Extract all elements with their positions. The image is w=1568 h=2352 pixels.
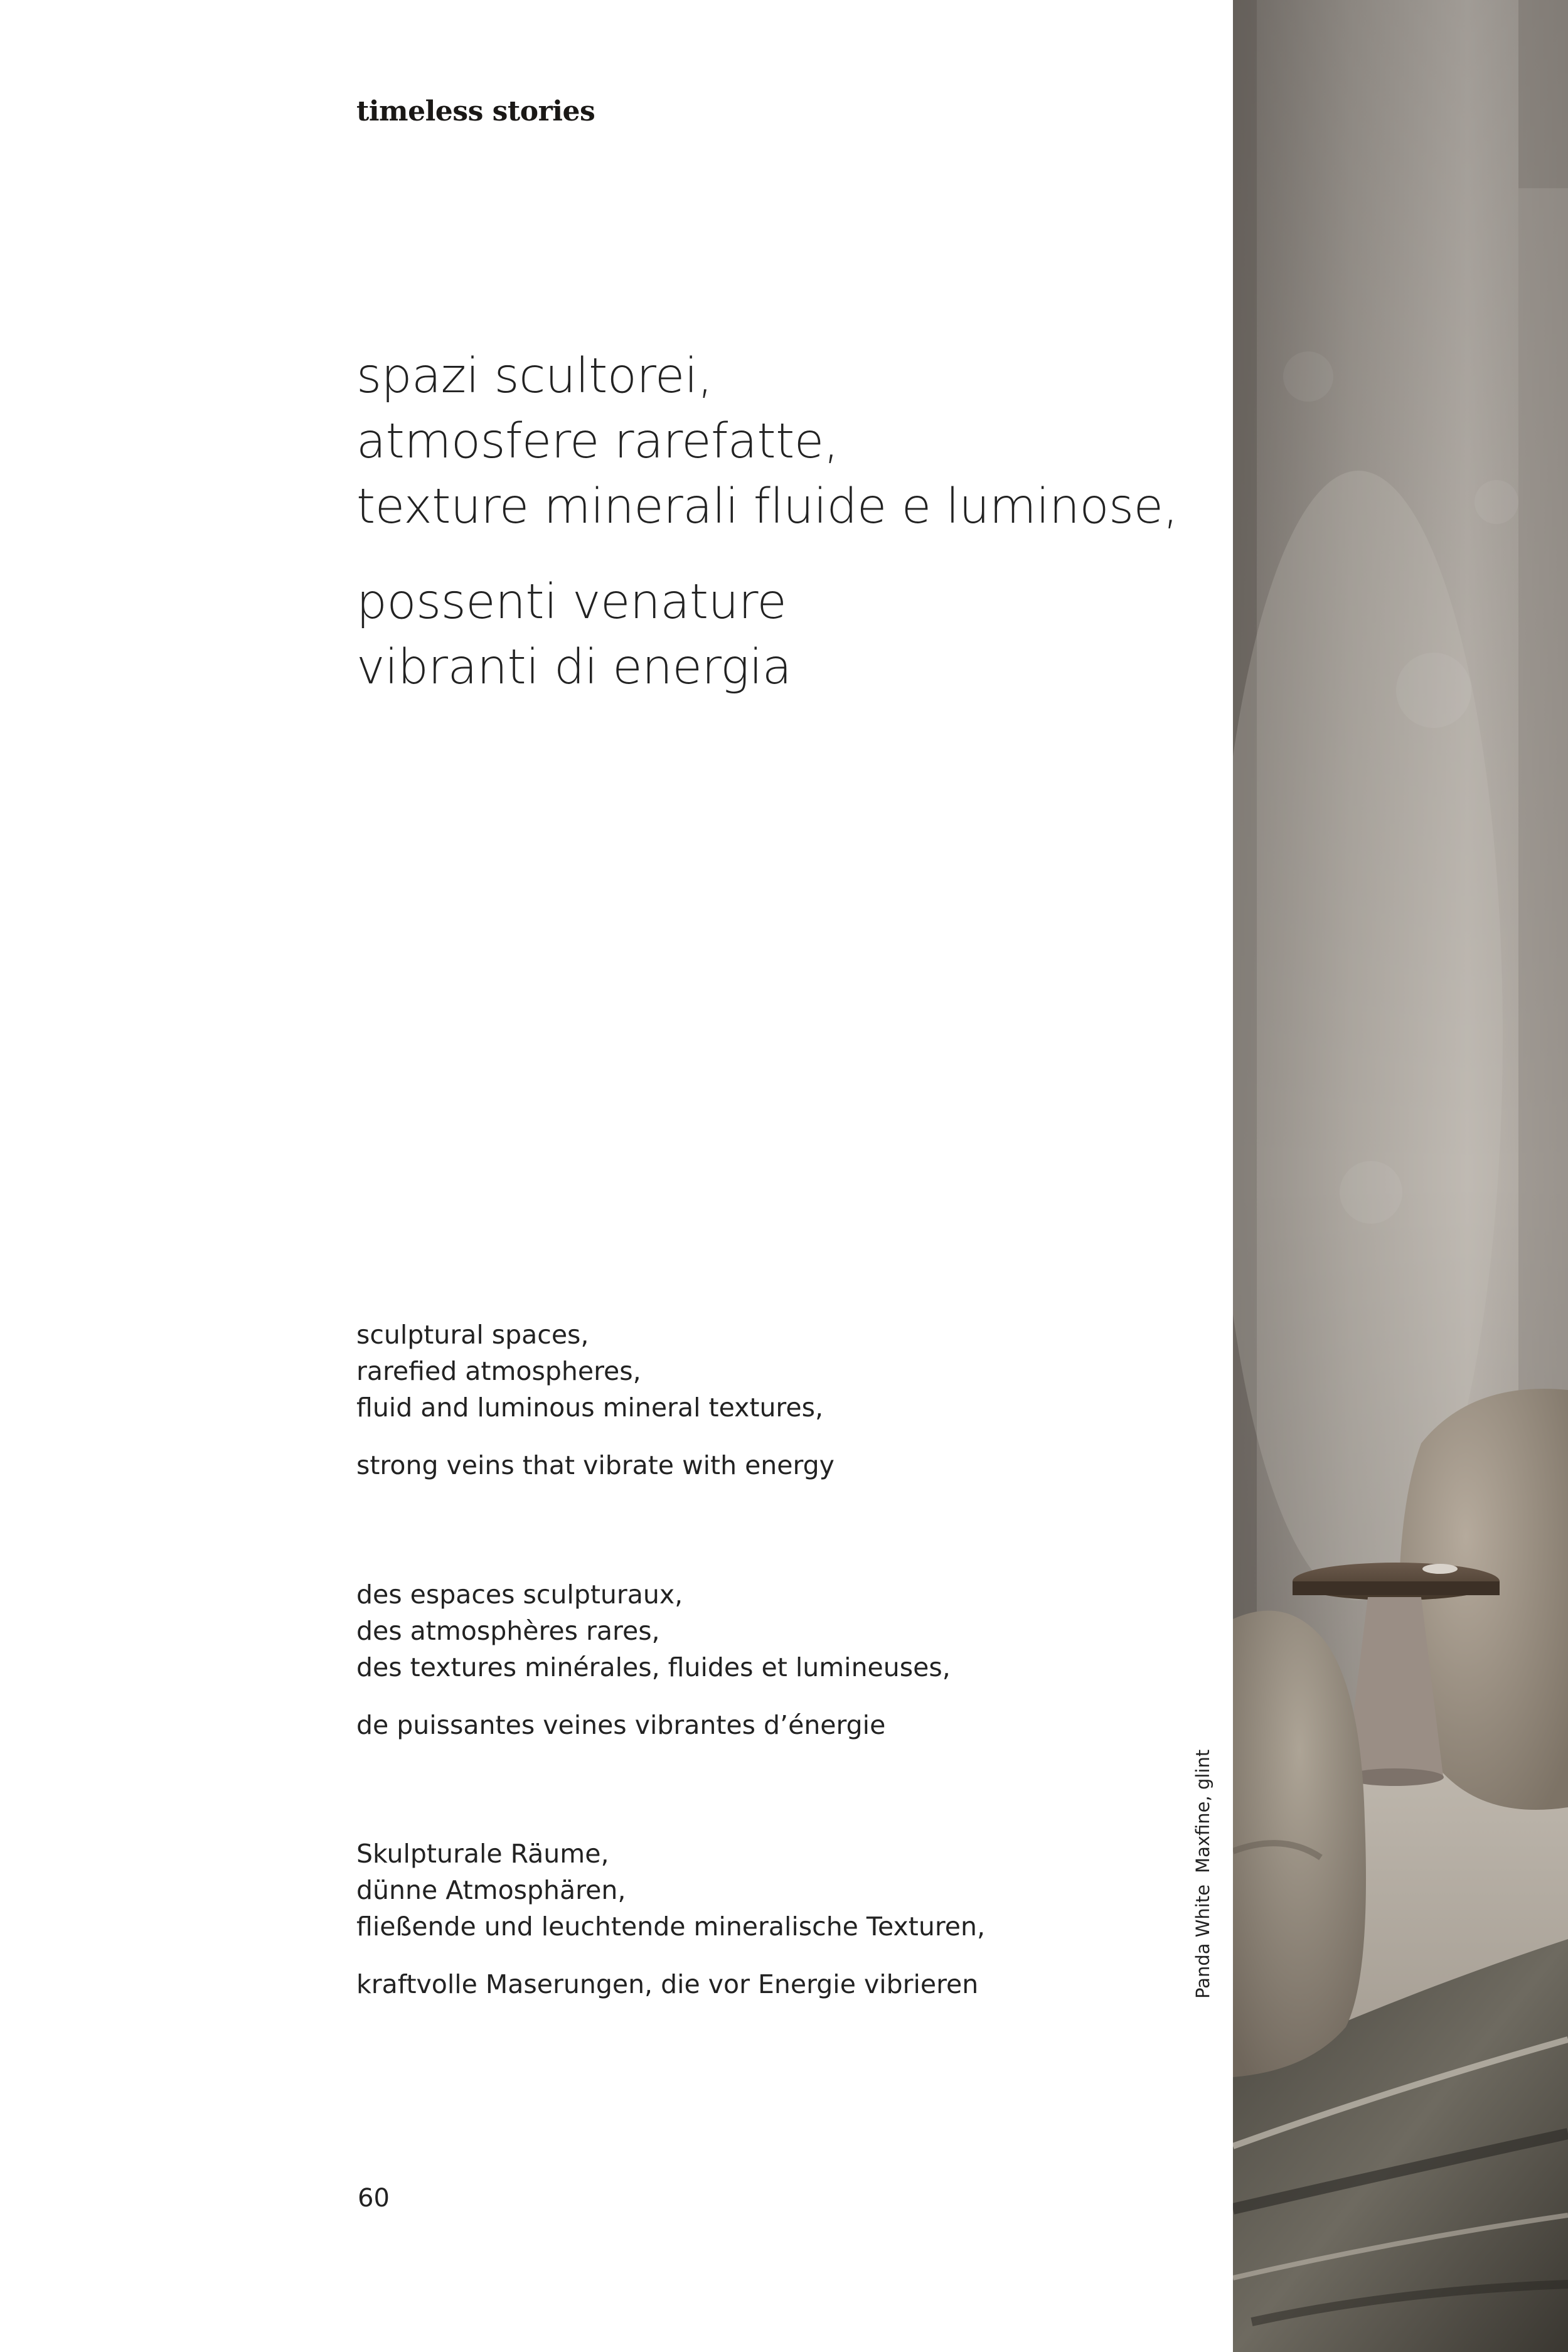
hero-line: vibranti di energia	[356, 639, 792, 695]
section-header: timeless stories	[356, 95, 595, 127]
english-text-block	[356, 1317, 835, 1483]
page-number: 60	[358, 2184, 390, 2213]
english-line: fluid and luminous mineral textures,	[356, 1392, 824, 1423]
french-line: des textures minérales, fluides et lumineuses,	[356, 1652, 951, 1682]
photo-caption	[1192, 1750, 1213, 1999]
hero-line: possenti venature	[356, 574, 787, 630]
french-line: des espaces sculpturaux,	[356, 1580, 683, 1610]
caption-product-1: Panda White	[1192, 1884, 1213, 1999]
interior-photo-illustration	[1233, 0, 1568, 2352]
english-line: strong veins that vibrate with energy	[356, 1450, 835, 1480]
german-line: Skulpturale Räume,	[356, 1839, 609, 1869]
french-line: des atmosphères rares,	[356, 1616, 660, 1646]
italian-hero-text	[356, 344, 1178, 700]
english-line: sculptural spaces,	[356, 1320, 589, 1350]
german-line: kraftvolle Maserungen, die vor Energie vibrieren	[356, 1969, 979, 1999]
german-line: dünne Atmosphären,	[356, 1875, 626, 1905]
hero-line: spazi scultorei,	[356, 348, 713, 404]
german-line: fließende und leuchtende mineralische Texturen,	[356, 1911, 986, 1942]
hero-line: texture minerali fluide e luminose,	[356, 479, 1178, 535]
german-text-block	[356, 1836, 985, 2002]
french-text-block	[356, 1576, 951, 1743]
english-line: rarefied atmospheres,	[356, 1356, 641, 1386]
caption-product-2: Maxfine, glint	[1192, 1749, 1213, 1873]
hero-line: atmosfere rarefatte,	[356, 414, 839, 469]
interior-photo	[1233, 0, 1568, 2352]
french-line: de puissantes veines vibrantes d’énergie	[356, 1710, 886, 1740]
